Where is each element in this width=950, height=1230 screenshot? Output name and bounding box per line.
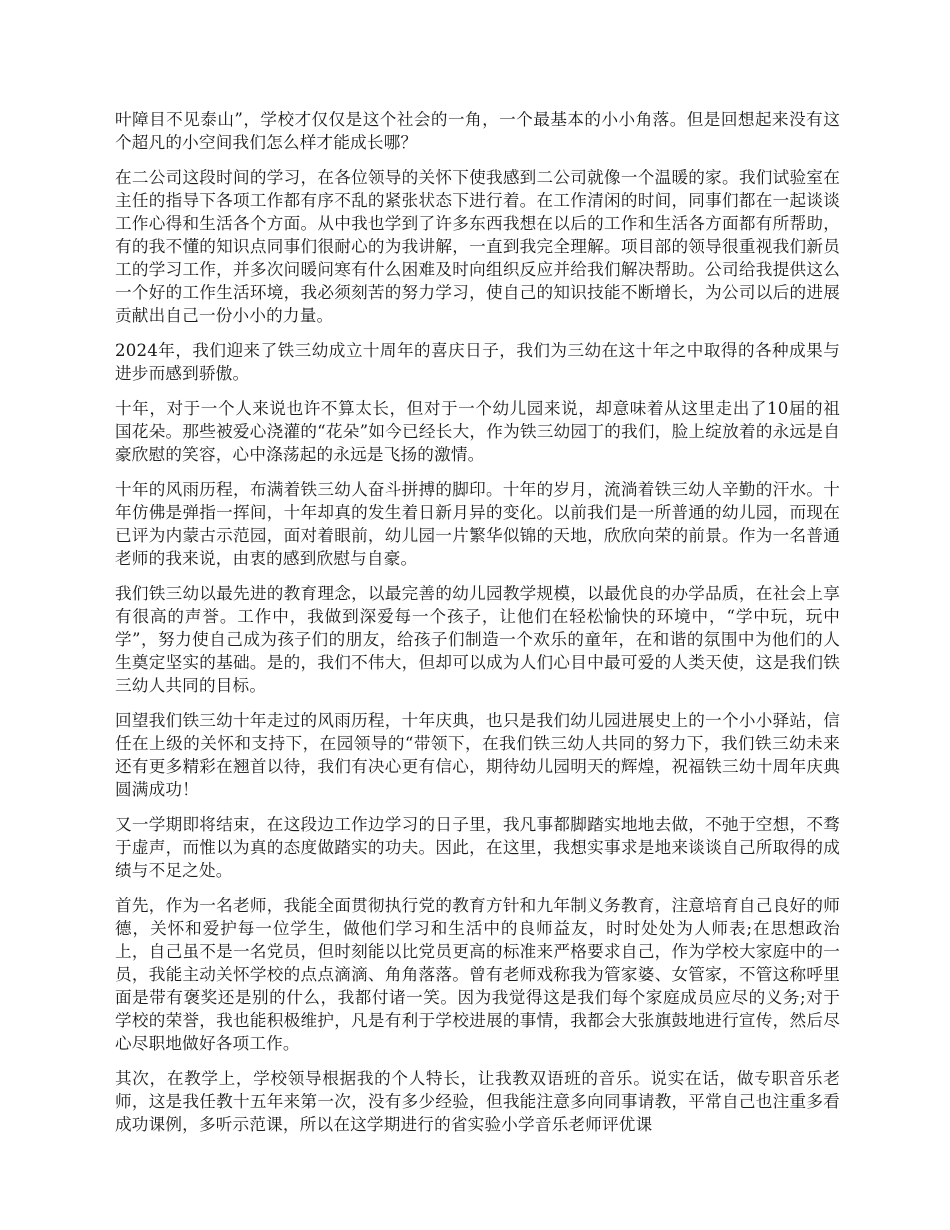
paragraph-2: 在二公司这段时间的学习，在各位领导的关怀下使我感到二公司就像一个温暖的家。我们试验室在主任的指导下各项工作都有序不乱的紧张状态下进行着。在工作清闲的时间，同事们都在一起谈谈工作心得和生活各个方面。从中我也学到了许多东西我想在以后的工作和生活各方面都有所帮助，有的我不懂的知识点同事们很耐心的为我讲解，一直到我完全理解。项目部的领导很重视我们新员工的学习工作，并多次问暖问寒有什么困难及时向组织反应并给我们解决帮助。公司给我提供这么一个好的工作生活环境，我必须刻苦的努力学习，使自己的知识技能不断增长，为公司以后的进展贡献出自己一份小小的力量。 xyxy=(115,168,840,325)
paragraph-4: 十年，对于一个人来说也许不算太长，但对于一个幼儿园来说，却意味着从这里走出了10届的祖国花朵。那些被爱心浇灌的“花朵”如今已经长大，作为铁三幼园丁的我们，脸上绽放着的永远是自豪欣慰的笑容，心中涤荡起的永远是飞扬的激情。 xyxy=(115,399,840,464)
paragraph-1: 叶障目不见泰山”，学校才仅仅是这个社会的一角，一个最基本的小小角落。但是回想起来没有这个超凡的小空间我们怎么样才能成长哪？ xyxy=(115,110,840,152)
paragraph-10: 其次，在教学上，学校领导根据我的个人特长，让我教双语班的音乐。说实在话，做专职音乐老师，这是我任教十五年来第一次，没有多少经验，但我能注意多向同事请教，平常自己也注重多看成功课例，多听示范课，所以在这学期进行的省实验小学音乐老师评优课 xyxy=(115,1069,840,1134)
document-body xyxy=(115,108,840,1148)
paragraph-9: 首先，作为一名老师，我能全面贯彻执行党的教育方针和九年制义务教育，注意培育自己良好的师德，关怀和爱护每一位学生，做他们学习和生活中的良师益友，时时处处为人师表;在思想政治上，自己虽不是一名党员，但时刻能以比党员更高的标准来严格要求自己，作为学校大家庭中的一员，我能主动关怀学校的点点滴滴、角角落落。曾有老师戏称我为管家婆、女管家，不管这称呼里面是带有褒奖还是别的什么，我都付诸一笑。因为我觉得这是我们每个家庭成员应尽的义务;对于学校的荣誉，我也能积极维护，凡是有利于学校进展的事情，我都会大张旗鼓地进行宣传，然后尽心尽职地做好各项工作。 xyxy=(115,896,840,1053)
paragraph-8: 又一学期即将结束，在这段边工作边学习的日子里，我凡事都脚踏实地地去做，不弛于空想，不骛于虚声，而惟以为真的态度做踏实的功夫。因此，在这里，我想实事求是地来谈谈自己所取得的成绩与不足之处。 xyxy=(115,815,840,880)
paragraph-7: 回望我们铁三幼十年走过的风雨历程，十年庆典，也只是我们幼儿园进展史上的一个小小驿站，信任在上级的关怀和支持下，在园领导的“带领下，在我们铁三幼人共同的努力下，我们铁三幼未来还有更多精彩在翘首以待，我们有决心更有信心，期待幼儿园明天的辉煌，祝福铁三幼十周年庆典圆满成功！ xyxy=(115,711,840,799)
paragraph-3: 2024年，我们迎来了铁三幼成立十周年的喜庆日子，我们为三幼在这十年之中取得的各种成果与进步而感到骄傲。 xyxy=(115,341,840,383)
paragraph-5: 十年的风雨历程，布满着铁三幼人奋斗拼搏的脚印。十年的岁月，流淌着铁三幼人辛勤的汗水。十年仿佛是弹指一挥间，十年却真的发生着日新月异的变化。以前我们是一所普通的幼儿园，而现在已评为内蒙古示范园，面对着眼前，幼儿园一片繁华似锦的天地，欣欣向荣的前景。作为一名普通老师的我来说，由衷的感到欣慰与自豪。 xyxy=(115,480,840,568)
paragraph-6: 我们铁三幼以最先进的教育理念，以最完善的幼儿园教学规模，以最优良的办学品质，在社会上享有很高的声誉。工作中，我做到深爱每一个孩子，让他们在轻松愉快的环境中，“学中玩，玩中学”，努力使自己成为孩子们的朋友，给孩子们制造一个欢乐的童年，在和谐的氛围中为他们的人生奠定坚实的基础。是的，我们不伟大，但却可以成为人们心目中最可爱的人类天使，这是我们铁三幼人共同的目标。 xyxy=(115,584,840,695)
